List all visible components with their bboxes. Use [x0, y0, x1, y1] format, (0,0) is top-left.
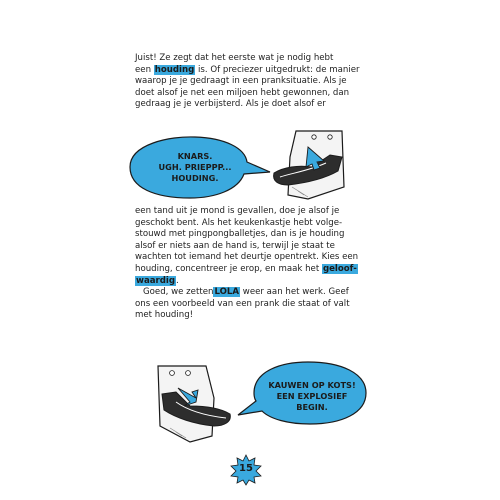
mouth-dispenser-illustration	[268, 127, 350, 203]
text-line: met houding!	[135, 310, 194, 321]
highlight-term-geloofwaardig: geloof-	[322, 263, 357, 274]
bubble-line: KNARS.	[177, 151, 213, 161]
highlight-term-geloofwaardig-cont: waardig	[136, 275, 176, 286]
text-line: stouwd met pingpongballetjes, dan is je houding	[135, 229, 345, 240]
text-line	[135, 264, 375, 276]
text-line: Juist! Ze zegt dat het eerste wat je nodig hebt	[135, 53, 334, 63]
text-line: ons een voorbeeld van een prank die staat of valt	[135, 298, 350, 309]
text-fragment: een	[135, 64, 154, 75]
page-number: 15	[239, 463, 253, 474]
text-line: doet alsof je net een miljoen hebt gewonnen, dan	[135, 87, 350, 98]
text-line: een tand uit je mond is gevallen, doe je alsof je	[135, 206, 340, 216]
text-line	[135, 287, 375, 299]
text-fragment: houding, concentreer je erop, en maak het	[135, 263, 322, 274]
text-line: alsof er niets aan de hand is, terwijl je staat te	[135, 240, 335, 251]
bubble-line: HOUDING.	[171, 173, 219, 183]
text-line	[135, 276, 375, 288]
text-fragment: Goed, we zetten	[143, 287, 214, 298]
highlight-term-houding: houding	[154, 64, 195, 75]
character-name-lola: LOLA	[214, 287, 240, 298]
text-line: gedraag je je verbijsterd. Als je doet alsof er	[135, 99, 326, 110]
text-fragment: is. Of preciezer uitgedrukt: de manier	[195, 64, 360, 75]
text-fragment: .	[176, 275, 179, 286]
text-line: geschokt bent. Als het keukenkastje hebt volge-	[135, 217, 343, 228]
speech-bubble-1	[120, 132, 260, 202]
bubble-line: EEN EXPLOSIEF BEGIN.	[276, 391, 348, 412]
text-line: wachten tot iemand het deurtje opentrekt. Kies een	[135, 252, 359, 263]
text-line	[135, 65, 375, 77]
mouth-dispenser-illustration-2	[150, 362, 236, 444]
paragraph-intro	[135, 53, 375, 111]
text-line: waarop je je gedraagt in een pranksituatie. Als je	[135, 76, 347, 87]
bubble-line: UGH. PRIEPPP...	[158, 162, 232, 172]
paragraph-main	[135, 206, 375, 322]
speech-bubble-text	[150, 151, 240, 184]
speech-bubble-2	[236, 357, 376, 429]
bubble-line: KAUWEN OP KOTS!	[268, 380, 356, 390]
page-number-badge	[230, 454, 262, 486]
speech-bubble-text	[262, 380, 362, 413]
text-fragment: weer aan het werk. Geef	[240, 287, 349, 298]
